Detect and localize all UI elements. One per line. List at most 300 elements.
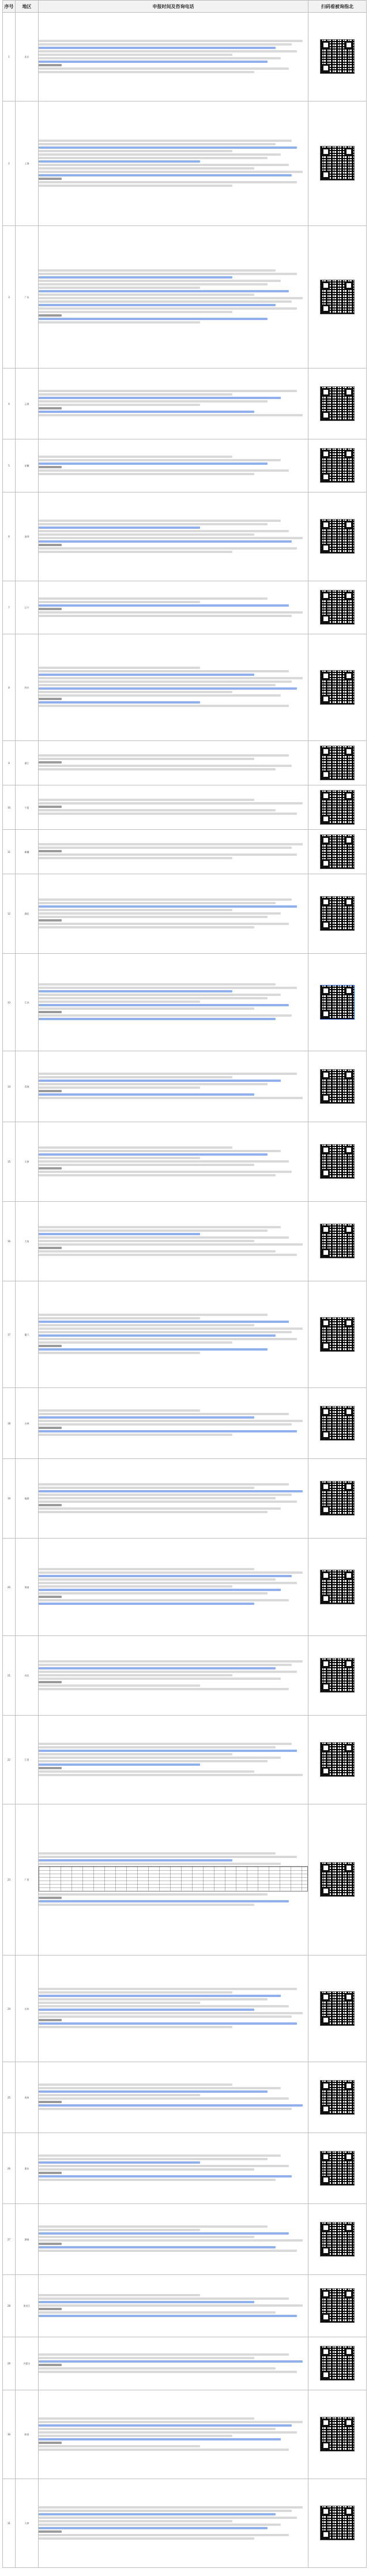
text-line bbox=[39, 615, 292, 617]
text-line bbox=[39, 404, 200, 406]
qr-code-icon[interactable] bbox=[320, 1742, 355, 1777]
qr-code-icon[interactable] bbox=[320, 2417, 355, 2451]
text-line bbox=[39, 407, 62, 409]
text-line bbox=[39, 547, 297, 550]
text-line bbox=[39, 530, 289, 532]
qr-finder-pattern bbox=[322, 544, 330, 552]
text-line bbox=[39, 43, 292, 46]
row-qr-cell bbox=[308, 13, 367, 101]
text-line bbox=[39, 2168, 254, 2171]
row-detail-text bbox=[39, 2479, 308, 2568]
text-line bbox=[39, 2225, 268, 2228]
row-detail-text bbox=[39, 2062, 308, 2133]
text-line bbox=[39, 2243, 62, 2245]
text-line bbox=[39, 1150, 281, 1152]
qr-finder-pattern bbox=[322, 64, 330, 72]
text-line bbox=[39, 1250, 276, 1253]
text-line bbox=[39, 2097, 289, 2100]
qr-code-icon[interactable] bbox=[320, 448, 355, 483]
text-line bbox=[39, 597, 268, 600]
table-row bbox=[3, 2390, 367, 2479]
qr-code-icon[interactable] bbox=[320, 1224, 355, 1258]
row-region: 陕西 bbox=[16, 2390, 39, 2479]
text-line bbox=[39, 1338, 297, 1340]
text-line bbox=[39, 1501, 297, 1503]
row-detail-text bbox=[39, 1388, 308, 1459]
row-region: 湖南 bbox=[16, 2204, 39, 2275]
text-line bbox=[39, 1324, 254, 1326]
text-line bbox=[39, 2445, 200, 2447]
qr-code-icon[interactable] bbox=[320, 146, 355, 180]
text-line bbox=[39, 140, 292, 142]
text-line bbox=[39, 1681, 62, 1683]
row-qr-cell bbox=[308, 2133, 367, 2204]
text-line bbox=[39, 1599, 289, 1601]
row-detail-text bbox=[39, 226, 308, 368]
text-line bbox=[39, 898, 292, 901]
text-line bbox=[39, 1018, 276, 1020]
text-line bbox=[39, 280, 281, 282]
text-line bbox=[39, 1229, 268, 1232]
row-detail-text bbox=[39, 634, 308, 741]
text-line bbox=[39, 2527, 268, 2529]
text-line bbox=[39, 164, 289, 166]
text-line bbox=[39, 2449, 289, 2451]
text-line bbox=[39, 701, 200, 704]
text-line bbox=[39, 1434, 232, 1436]
qr-finder-pattern bbox=[322, 2247, 330, 2255]
text-line bbox=[39, 300, 292, 303]
row-qr-cell bbox=[308, 634, 367, 741]
text-line bbox=[39, 174, 292, 176]
row-region: 吉林 bbox=[16, 1388, 39, 1459]
text-line bbox=[39, 2154, 281, 2157]
text-line bbox=[39, 1585, 232, 1588]
text-line bbox=[39, 178, 62, 180]
qr-code-icon[interactable] bbox=[320, 1481, 355, 1515]
qr-code-icon[interactable] bbox=[320, 39, 355, 74]
row-qr-cell bbox=[308, 2337, 367, 2390]
qr-finder-pattern bbox=[322, 2442, 330, 2450]
qr-code-icon[interactable] bbox=[320, 1862, 355, 1897]
text-line bbox=[39, 909, 232, 911]
text-line bbox=[39, 321, 200, 324]
text-line bbox=[39, 456, 232, 458]
qr-code-icon[interactable] bbox=[320, 670, 355, 705]
row-detail-text bbox=[39, 954, 308, 1051]
text-line bbox=[39, 2517, 297, 2519]
row-region: 新疆 bbox=[16, 830, 39, 874]
qr-code-icon[interactable] bbox=[320, 1570, 355, 1604]
row-qr-cell bbox=[308, 492, 367, 581]
text-line bbox=[39, 2084, 232, 2086]
row-number: 13 bbox=[3, 954, 16, 1051]
text-line bbox=[39, 1240, 254, 1242]
qr-code-icon[interactable] bbox=[320, 896, 355, 931]
text-line bbox=[39, 269, 276, 272]
text-line bbox=[39, 768, 276, 770]
text-line bbox=[39, 1076, 232, 1078]
text-line bbox=[39, 181, 297, 183]
qr-code-icon[interactable] bbox=[320, 1406, 355, 1441]
text-line bbox=[39, 2026, 232, 2028]
table-row bbox=[3, 492, 367, 581]
text-line bbox=[39, 1080, 281, 1082]
text-line bbox=[39, 527, 200, 529]
table-row bbox=[3, 1804, 367, 1955]
row-region: 内蒙古 bbox=[16, 2337, 39, 2390]
row-number: 2 bbox=[3, 101, 16, 226]
row-detail-text bbox=[39, 1955, 308, 2062]
row-region: 天津 bbox=[16, 2479, 39, 2568]
qr-finder-pattern bbox=[322, 1094, 330, 1102]
row-detail-text bbox=[39, 1636, 308, 1716]
row-number: 10 bbox=[3, 785, 16, 830]
text-line bbox=[39, 2524, 281, 2526]
table-header bbox=[3, 1, 367, 13]
row-qr-cell bbox=[308, 101, 367, 226]
text-line bbox=[39, 2421, 303, 2423]
text-line bbox=[39, 1093, 254, 1096]
qr-code-icon[interactable] bbox=[320, 386, 355, 421]
qr-code-icon[interactable] bbox=[320, 1069, 355, 1104]
text-line bbox=[39, 160, 200, 163]
text-line bbox=[39, 1247, 62, 1249]
qr-code-icon[interactable] bbox=[320, 2506, 355, 2540]
text-line bbox=[39, 297, 303, 299]
text-line bbox=[39, 1083, 268, 1085]
row-region: 上海 bbox=[16, 101, 39, 226]
text-line bbox=[39, 1571, 303, 1574]
qr-finder-pattern bbox=[322, 2530, 330, 2539]
row-number: 16 bbox=[3, 1202, 16, 1281]
row-region: 黑龙江 bbox=[16, 2275, 39, 2337]
qr-code-icon[interactable] bbox=[320, 1317, 355, 1352]
row-qr-cell bbox=[308, 741, 367, 785]
qr-finder-pattern bbox=[322, 921, 330, 929]
text-line bbox=[39, 1684, 200, 1687]
row-region: 江苏 bbox=[16, 954, 39, 1051]
row-qr-cell bbox=[308, 1388, 367, 1459]
table-row bbox=[3, 101, 367, 226]
text-line bbox=[39, 185, 232, 187]
text-line bbox=[39, 1352, 200, 1354]
row-detail-text bbox=[39, 830, 308, 874]
text-line bbox=[39, 2367, 276, 2370]
qr-finder-pattern bbox=[322, 2176, 330, 2184]
qr-code-icon[interactable] bbox=[320, 790, 355, 825]
row-number: 25 bbox=[3, 2062, 16, 2133]
row-qr-cell bbox=[308, 2479, 367, 2568]
qr-code-icon[interactable] bbox=[320, 1144, 355, 1179]
row-detail-text bbox=[39, 874, 308, 954]
text-line bbox=[39, 667, 200, 669]
text-line bbox=[39, 1334, 276, 1337]
row-number: 19 bbox=[3, 1459, 16, 1539]
table-body bbox=[3, 13, 367, 2568]
table-row bbox=[3, 1716, 367, 1804]
row-qr-cell bbox=[308, 1459, 367, 1539]
text-line bbox=[39, 1753, 232, 1755]
text-line bbox=[39, 2087, 281, 2089]
text-line bbox=[39, 1483, 289, 1486]
qr-finder-pattern bbox=[322, 304, 330, 313]
qr-code-icon[interactable] bbox=[320, 985, 355, 1020]
text-line bbox=[39, 397, 281, 399]
qr-finder-pattern bbox=[322, 1887, 330, 1895]
row-qr-cell bbox=[308, 1955, 367, 2062]
qr-code-icon[interactable] bbox=[320, 2151, 355, 2186]
row-detail-text bbox=[39, 101, 308, 226]
table-row bbox=[3, 13, 367, 101]
text-line bbox=[39, 1409, 200, 1412]
text-line bbox=[39, 1146, 232, 1149]
text-line bbox=[39, 146, 297, 149]
text-line bbox=[39, 64, 62, 66]
text-line bbox=[39, 1897, 62, 1899]
text-line bbox=[39, 2428, 276, 2430]
text-line bbox=[39, 1760, 268, 1762]
text-line bbox=[39, 1995, 281, 1997]
table-row bbox=[3, 2204, 367, 2275]
row-region: 厦门 bbox=[16, 1281, 39, 1388]
row-qr-cell bbox=[308, 1539, 367, 1636]
qr-code-icon[interactable] bbox=[320, 590, 355, 625]
row-region: 云南 bbox=[16, 368, 39, 439]
text-line bbox=[39, 307, 297, 310]
text-line bbox=[39, 1001, 200, 1003]
table-row bbox=[3, 954, 367, 1051]
qr-finder-pattern bbox=[322, 1248, 330, 1257]
text-line bbox=[39, 2424, 292, 2427]
text-line bbox=[39, 608, 62, 610]
text-line bbox=[39, 1090, 62, 1092]
text-line bbox=[39, 2530, 62, 2533]
qr-finder-pattern bbox=[322, 1169, 330, 1177]
qr-code-icon[interactable] bbox=[320, 834, 355, 869]
text-line bbox=[39, 1589, 281, 1591]
text-line bbox=[39, 50, 297, 52]
text-line bbox=[39, 1011, 62, 1013]
text-line bbox=[39, 61, 268, 63]
text-line bbox=[39, 473, 254, 475]
text-line bbox=[39, 1073, 297, 1075]
row-region: 广西 bbox=[16, 1804, 39, 1955]
row-number: 21 bbox=[3, 1636, 16, 1716]
row-detail-text bbox=[39, 2204, 308, 2275]
row-qr-cell bbox=[308, 2204, 367, 2275]
text-line bbox=[39, 799, 254, 801]
row-qr-cell bbox=[308, 785, 367, 830]
text-line bbox=[39, 1243, 303, 1246]
text-line bbox=[39, 1348, 268, 1351]
text-line bbox=[39, 2015, 292, 2018]
row-qr-cell bbox=[308, 226, 367, 368]
text-line bbox=[39, 1667, 276, 1669]
text-line bbox=[39, 604, 289, 607]
row-region: 山东 bbox=[16, 1955, 39, 2062]
text-line bbox=[39, 1494, 292, 1496]
text-line bbox=[39, 1160, 289, 1163]
text-line bbox=[39, 2161, 200, 2164]
row-detail-text bbox=[39, 439, 308, 492]
text-line bbox=[39, 758, 254, 760]
text-line bbox=[39, 1660, 303, 1663]
text-line bbox=[39, 2304, 303, 2307]
text-line bbox=[39, 677, 303, 679]
text-line bbox=[39, 390, 297, 392]
text-line bbox=[39, 2315, 297, 2317]
text-line bbox=[39, 1341, 232, 1344]
text-line bbox=[39, 287, 200, 289]
text-line bbox=[39, 1507, 281, 1510]
text-line bbox=[39, 304, 276, 306]
text-line bbox=[39, 802, 303, 804]
text-line bbox=[39, 1420, 303, 1422]
qr-code-icon[interactable] bbox=[320, 1991, 355, 2026]
text-line bbox=[39, 601, 200, 603]
text-line bbox=[39, 318, 268, 320]
text-line bbox=[39, 1097, 303, 1099]
text-line bbox=[39, 754, 289, 757]
text-line bbox=[39, 987, 297, 989]
row-number: 30 bbox=[3, 2390, 16, 2479]
declaration-table bbox=[2, 0, 367, 2568]
text-line bbox=[39, 2250, 297, 2252]
header-region: 地区 bbox=[16, 1, 39, 13]
row-detail-text bbox=[39, 13, 308, 101]
row-region: 湖北 bbox=[16, 874, 39, 954]
text-line bbox=[39, 459, 281, 461]
table-row bbox=[3, 1955, 367, 2062]
row-region: 辽宁 bbox=[16, 581, 39, 634]
qr-finder-pattern bbox=[322, 770, 330, 779]
text-line bbox=[39, 2442, 62, 2444]
text-line bbox=[39, 2022, 297, 2025]
text-line bbox=[39, 2012, 303, 2014]
text-line bbox=[39, 466, 62, 468]
table-row bbox=[3, 1636, 367, 1716]
text-line bbox=[39, 150, 232, 152]
table-row bbox=[3, 1202, 367, 1281]
table-row bbox=[3, 581, 367, 634]
row-qr-cell bbox=[308, 1122, 367, 1202]
qr-code-icon[interactable] bbox=[320, 2222, 355, 2257]
qr-finder-pattern bbox=[322, 411, 330, 419]
qr-finder-pattern bbox=[322, 1342, 330, 1350]
header-detail: 申报时间及咨询电话 bbox=[39, 1, 308, 13]
text-line bbox=[39, 393, 232, 396]
qr-code-icon[interactable] bbox=[320, 2288, 355, 2323]
row-detail-text bbox=[39, 1202, 308, 1281]
row-region: 海南 bbox=[16, 1539, 39, 1636]
text-line bbox=[39, 2537, 254, 2540]
text-line bbox=[39, 171, 303, 173]
text-line bbox=[39, 1578, 276, 1581]
text-line bbox=[39, 2371, 297, 2373]
text-line bbox=[39, 1328, 303, 1330]
row-region: 天津 bbox=[16, 1122, 39, 1202]
table-row bbox=[3, 1388, 367, 1459]
qr-finder-pattern bbox=[322, 1595, 330, 1603]
row-number: 24 bbox=[3, 1955, 16, 2062]
text-line bbox=[39, 1423, 292, 1426]
qr-code-icon[interactable] bbox=[320, 519, 355, 554]
text-line bbox=[39, 2239, 303, 2242]
text-line bbox=[39, 761, 62, 764]
qr-code-icon[interactable] bbox=[320, 746, 355, 780]
text-line bbox=[39, 1413, 289, 1415]
embedded-schedule-image bbox=[39, 1866, 308, 1891]
text-line bbox=[39, 1427, 62, 1429]
row-number: 11 bbox=[3, 830, 16, 874]
text-line bbox=[39, 847, 292, 849]
text-line bbox=[39, 290, 289, 292]
text-line bbox=[39, 1014, 292, 1017]
row-qr-cell bbox=[308, 2275, 367, 2337]
table-row bbox=[3, 2133, 367, 2204]
text-line bbox=[39, 1998, 268, 2000]
text-line bbox=[39, 2308, 62, 2310]
text-line bbox=[39, 850, 62, 852]
text-line bbox=[39, 1863, 281, 1865]
qr-finder-pattern bbox=[322, 1431, 330, 1439]
row-qr-cell bbox=[308, 368, 367, 439]
text-line bbox=[39, 694, 281, 697]
text-line bbox=[39, 684, 276, 686]
text-line bbox=[39, 2165, 289, 2167]
qr-code-icon[interactable] bbox=[320, 2346, 355, 2381]
qr-code-icon[interactable] bbox=[320, 2080, 355, 2115]
text-line bbox=[39, 2435, 232, 2437]
qr-code-icon[interactable] bbox=[320, 280, 355, 314]
row-number: 26 bbox=[3, 2133, 16, 2204]
row-qr-cell bbox=[308, 581, 367, 634]
row-region: 大连 bbox=[16, 1202, 39, 1281]
table-row bbox=[3, 634, 367, 741]
text-line bbox=[39, 1763, 200, 1766]
text-line bbox=[39, 1596, 62, 1598]
row-detail-text bbox=[39, 492, 308, 581]
text-line bbox=[39, 143, 276, 145]
text-line bbox=[39, 2417, 254, 2420]
row-detail-text bbox=[39, 1122, 308, 1202]
row-region: 江西 bbox=[16, 1716, 39, 1804]
text-line bbox=[39, 2294, 200, 2296]
qr-finder-pattern bbox=[322, 473, 330, 481]
text-line bbox=[39, 1750, 297, 1752]
qr-finder-pattern bbox=[322, 2016, 330, 2024]
text-line bbox=[39, 2019, 62, 2021]
text-line bbox=[39, 1671, 297, 1673]
text-line bbox=[39, 2005, 289, 2007]
row-qr-cell bbox=[308, 2390, 367, 2479]
row-number: 29 bbox=[3, 2337, 16, 2390]
qr-code-icon[interactable] bbox=[320, 1658, 355, 1693]
qr-finder-pattern bbox=[322, 615, 330, 623]
text-line bbox=[39, 294, 254, 296]
row-number: 15 bbox=[3, 1122, 16, 1202]
text-line bbox=[39, 2510, 292, 2512]
text-line bbox=[39, 54, 232, 56]
text-line bbox=[39, 1171, 292, 1173]
text-line bbox=[39, 994, 281, 996]
text-line bbox=[39, 520, 281, 522]
text-line bbox=[39, 1678, 281, 1680]
text-line bbox=[39, 1487, 254, 1489]
row-qr-cell bbox=[308, 830, 367, 874]
text-line bbox=[39, 311, 232, 313]
